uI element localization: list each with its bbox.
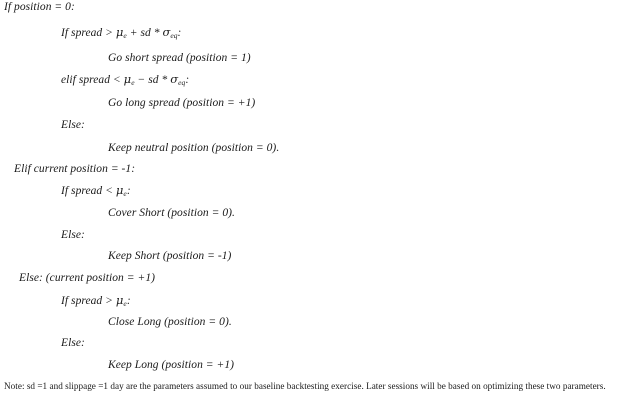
mu-symbol: μ — [115, 183, 124, 197]
mu-symbol: μ — [123, 72, 132, 86]
pseudocode-line-8 — [14, 162, 135, 176]
sigma-symbol: σ — [170, 72, 179, 86]
line-text: Elif current position = -1: — [14, 163, 136, 175]
mu-subscript: e — [123, 299, 127, 308]
line-suffix: : — [126, 185, 131, 197]
pseudocode-line-5 — [108, 96, 255, 110]
mu-symbol: μ — [115, 25, 124, 39]
line-suffix: : — [185, 74, 190, 86]
line-text: Else: — [61, 337, 85, 349]
pseudocode-line-12 — [108, 249, 231, 263]
line-text: Go long spread (position = +1) — [108, 97, 256, 109]
line-text: Keep Long (position = +1) — [108, 359, 235, 371]
pseudocode-line-13 — [19, 271, 155, 285]
pseudocode-line-11 — [61, 228, 85, 242]
line-prefix: If spread > — [61, 27, 116, 39]
line-mid: + sd * — [126, 27, 163, 39]
pseudocode-line-7 — [108, 141, 279, 155]
line-text: Cover Short (position = 0). — [108, 207, 235, 219]
pseudocode-line-2 — [61, 25, 181, 41]
line-suffix: : — [177, 27, 182, 39]
line-text: Close Long (position = 0). — [108, 316, 232, 328]
pseudocode-line-6 — [61, 118, 85, 132]
line-text: Go short spread (position = 1) — [108, 52, 251, 64]
footnote: Note: sd =1 and slippage =1 day are the parameters assumed to our baseline backtesting exercise. Later sessions will be based on optimizing these two parameters. — [4, 381, 606, 391]
line-text: Else: — [61, 229, 85, 241]
line-text: Else: (current position = +1) — [19, 272, 155, 284]
pseudocode-line-16 — [61, 336, 85, 350]
sigma-subscript: eq — [170, 31, 178, 40]
line-text: Keep neutral position (position = 0). — [108, 142, 280, 154]
mu-subscript: e — [131, 78, 135, 87]
pseudocode-line-15 — [108, 315, 232, 329]
line-text: Keep Short (position = -1) — [108, 250, 232, 262]
sigma-subscript: eq — [178, 78, 186, 87]
line-prefix: If spread < — [61, 185, 116, 197]
line-text: Else: — [61, 119, 85, 131]
mu-subscript: e — [123, 31, 127, 40]
mu-symbol: μ — [115, 293, 124, 307]
pseudocode-line-9 — [61, 183, 131, 199]
pseudocode-line-1 — [4, 0, 75, 14]
pseudocode-line-10 — [108, 206, 235, 220]
sigma-symbol: σ — [162, 25, 171, 39]
pseudocode-line-3 — [108, 51, 251, 65]
line-prefix: If spread > — [61, 295, 116, 307]
line-prefix: elif spread < — [61, 74, 124, 86]
pseudocode-line-14 — [61, 293, 131, 309]
pseudocode-line-4 — [61, 72, 189, 88]
line-mid: − sd * — [134, 74, 171, 86]
mu-subscript: e — [123, 189, 127, 198]
line-suffix: : — [126, 295, 131, 307]
line-text: If position = 0: — [4, 1, 75, 13]
pseudocode-line-17 — [108, 358, 234, 372]
